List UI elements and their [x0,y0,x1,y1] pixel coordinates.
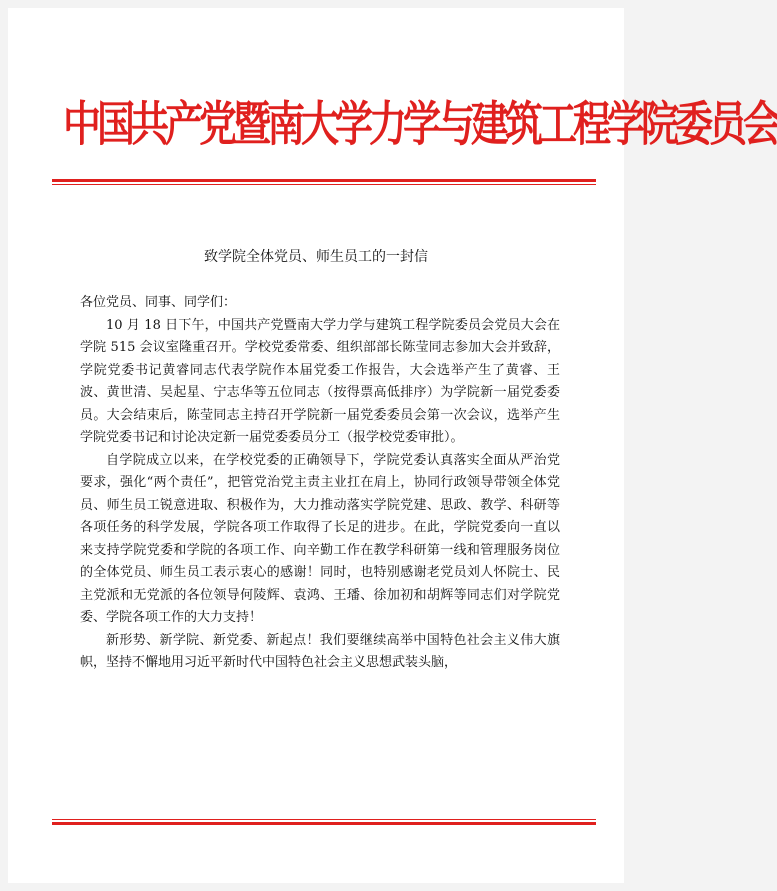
footer-rule-thick [52,822,596,825]
letterhead-rule-thick [52,179,596,182]
salutation: 各位党员、同事、同学们： [80,295,237,310]
letterhead-title: 中国共产党暨南大学力学与建筑工程学院委员会 [63,95,777,152]
paragraph-3: 新形势、新学院、新党委、新起点！我们要继续高举中国特色社会主义伟大旗帜，坚持不懈地用习近平新时代中国特色社会主义思想武装头脑， [80,632,560,670]
paragraph-2: 自学院成立以来，在学校党委的正确领导下，学院党委认真落实全面从严治党要求，强化“两个责任”，把管党治党主责主业扛在肩上，协同行政领导带领全体党员、师生员工锐意进取、积极作为，大力推动落实学院党建、思政、教学、科研等各项任务的科学发展，学院各项工作取得了长足的进步。在此，学院党委向一直以来支持学院党委和学院的各项工作、向辛勤工作在教学科研第一线和管理服务岗位的全体党员、师生员工表示衷心的感谢！同时，也特别感谢老党员刘人怀院士、民主党派和无党派的各位领导何陵辉、袁鸿、王璠、徐加初和胡辉等同志们对学院党委、学院各项工作的大力支持！ [80,452,560,625]
document-body [80,292,560,675]
footer-rule-thin [52,819,596,820]
paragraph-1: 10 月 18 日下午，中国共产党暨南大学力学与建筑工程学院委员会党员大会在学院 515 会议室隆重召开。学校党委常委、组织部部长陈莹同志参加大会并致辞，学院党委书记黄睿同志代表学院作本届党委工作报告，大会选举产生了黄睿、王波、黄世清、吴起星、宁志华等五位同志（按得票高低排序）为学院新一届党委委员。大会结束后，陈莹同志主持召开学院新一届党委委员会第一次会议，选举产生学院党委书记和讨论决定新一届党委委员分工（报学校党委审批）。 [80,317,560,445]
document-page [8,8,777,883]
document-title: 致学院全体党员、师生员工的一封信 [204,249,428,265]
letterhead-rule-thin [52,184,596,185]
